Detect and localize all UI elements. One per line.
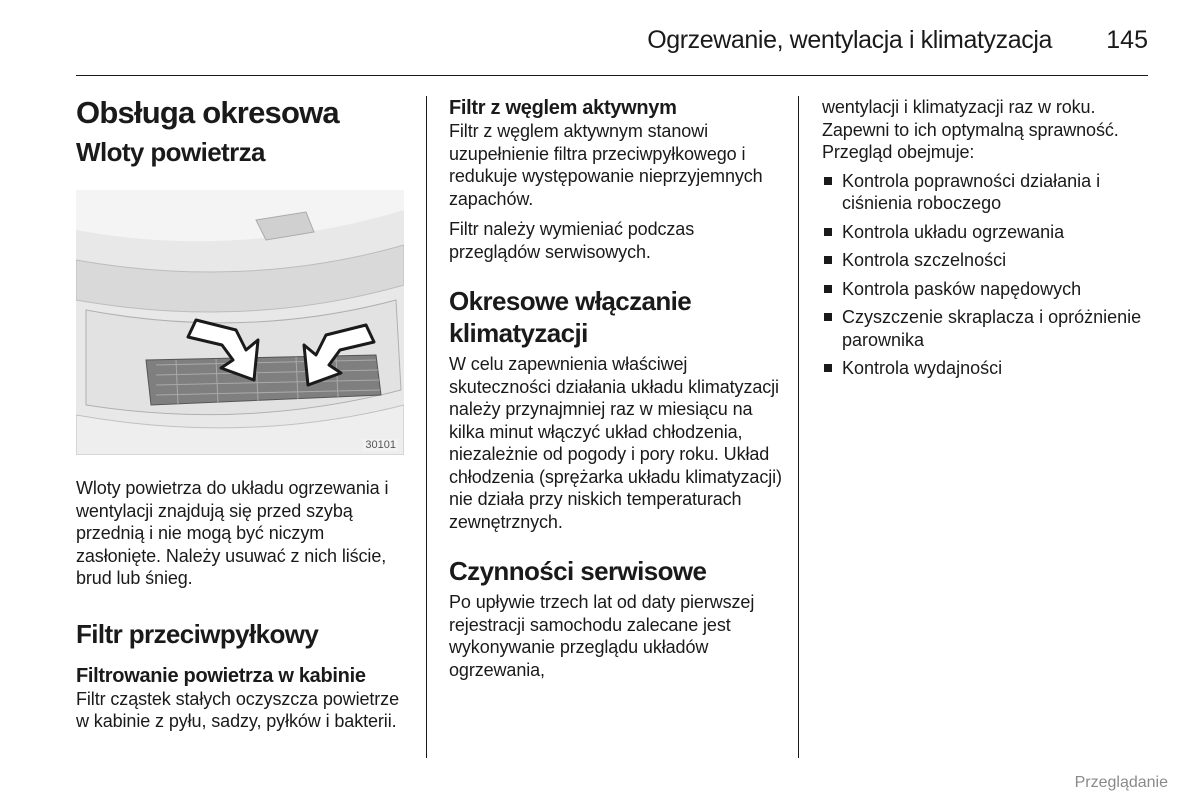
browse-link[interactable]: Przeglądanie bbox=[1074, 774, 1168, 791]
header-divider bbox=[76, 75, 1148, 76]
filter-heading: Filtr przeciwpyłkowy bbox=[76, 618, 319, 649]
intake-paragraph: Wloty powietrza do układu ogrzewania i wentylacji znajdują się przed szybą przednią i nie mogą być niczym zasłonięte. Należy usuwać z nich liście, brud lub śnieg. bbox=[76, 478, 389, 588]
carbon-filter-replace-paragraph: Filtr należy wymieniać podczas przeglądów serwisowych. bbox=[449, 219, 695, 262]
inspection-list bbox=[822, 170, 1152, 380]
column-divider bbox=[426, 96, 427, 758]
bullet-icon bbox=[824, 256, 832, 264]
section-heading: Obsługa okresowa bbox=[76, 95, 339, 130]
carbon-filter-paragraph: Filtr z węglem aktywnym stanowi uzupełnienie filtra przeciwpyłkowego i redukuje występowanie nieprzyjemnych zapachów. bbox=[449, 121, 763, 209]
cabin-filter-heading: Filtrowanie powietrza w kabinie bbox=[76, 664, 366, 687]
periodic-ac-heading: Okresowe włączanie klimatyzacji bbox=[449, 286, 692, 348]
air-intake-illustration bbox=[76, 190, 404, 455]
page-number: 145 bbox=[1106, 26, 1148, 54]
bullet-icon bbox=[824, 364, 832, 372]
column-divider bbox=[798, 96, 799, 758]
column-3 bbox=[822, 96, 1152, 386]
service-paragraph: Po upływie trzech lat od daty pierwszej rejestracji samochodu zalecane jest wykonywanie przeglądu układów ogrzewania, bbox=[449, 592, 755, 680]
list-item: Kontrola pasków napędowych bbox=[822, 278, 1152, 301]
service-continued-paragraph: wentylacji i klimatyzacji raz w roku. Zapewni to ich optymalną sprawność. Przegląd obejmuje: bbox=[822, 97, 1119, 162]
air-intake-drawing bbox=[76, 190, 404, 455]
bullet-icon bbox=[824, 285, 832, 293]
chapter-title: Ogrzewanie, wentylacja i klimatyzacja bbox=[647, 26, 1052, 54]
bullet-icon bbox=[824, 313, 832, 321]
service-heading: Czynności serwisowe bbox=[449, 556, 707, 586]
column-1 bbox=[76, 88, 406, 733]
carbon-filter-heading: Filtr z węglem aktywnym bbox=[449, 97, 677, 119]
list-item: Kontrola układu ogrzewania bbox=[822, 221, 1152, 244]
cabin-filter-paragraph: Filtr cząstek stałych oczyszcza powietrze w kabinie z pyłu, sadzy, pyłków i bakterii. bbox=[76, 688, 399, 731]
list-item: Kontrola wydajności bbox=[822, 357, 1152, 380]
periodic-ac-paragraph: W celu zapewnienia właściwej skuteczności działania układu klimatyzacji należy przynajmniej raz w miesiącu na kilka minut włączyć układ chłodzenia, niezależnie od pogody i pory roku. Układ chłodzenia (sprężarka układu klimatyzacji) nie działa przy niskich temperaturach zewnętrznych. bbox=[449, 354, 782, 532]
bullet-icon bbox=[824, 228, 832, 236]
bullet-icon bbox=[824, 177, 832, 185]
figure-code: 30101 bbox=[365, 439, 396, 451]
list-item: Kontrola szczelności bbox=[822, 249, 1152, 272]
subsection-heading: Wloty powietrza bbox=[76, 137, 265, 167]
list-item: Kontrola poprawności działania i ciśnienia roboczego bbox=[822, 170, 1152, 215]
column-2 bbox=[449, 88, 789, 681]
list-item: Czyszczenie skraplacza i opróżnienie parownika bbox=[822, 306, 1152, 351]
page-header bbox=[76, 22, 1148, 62]
